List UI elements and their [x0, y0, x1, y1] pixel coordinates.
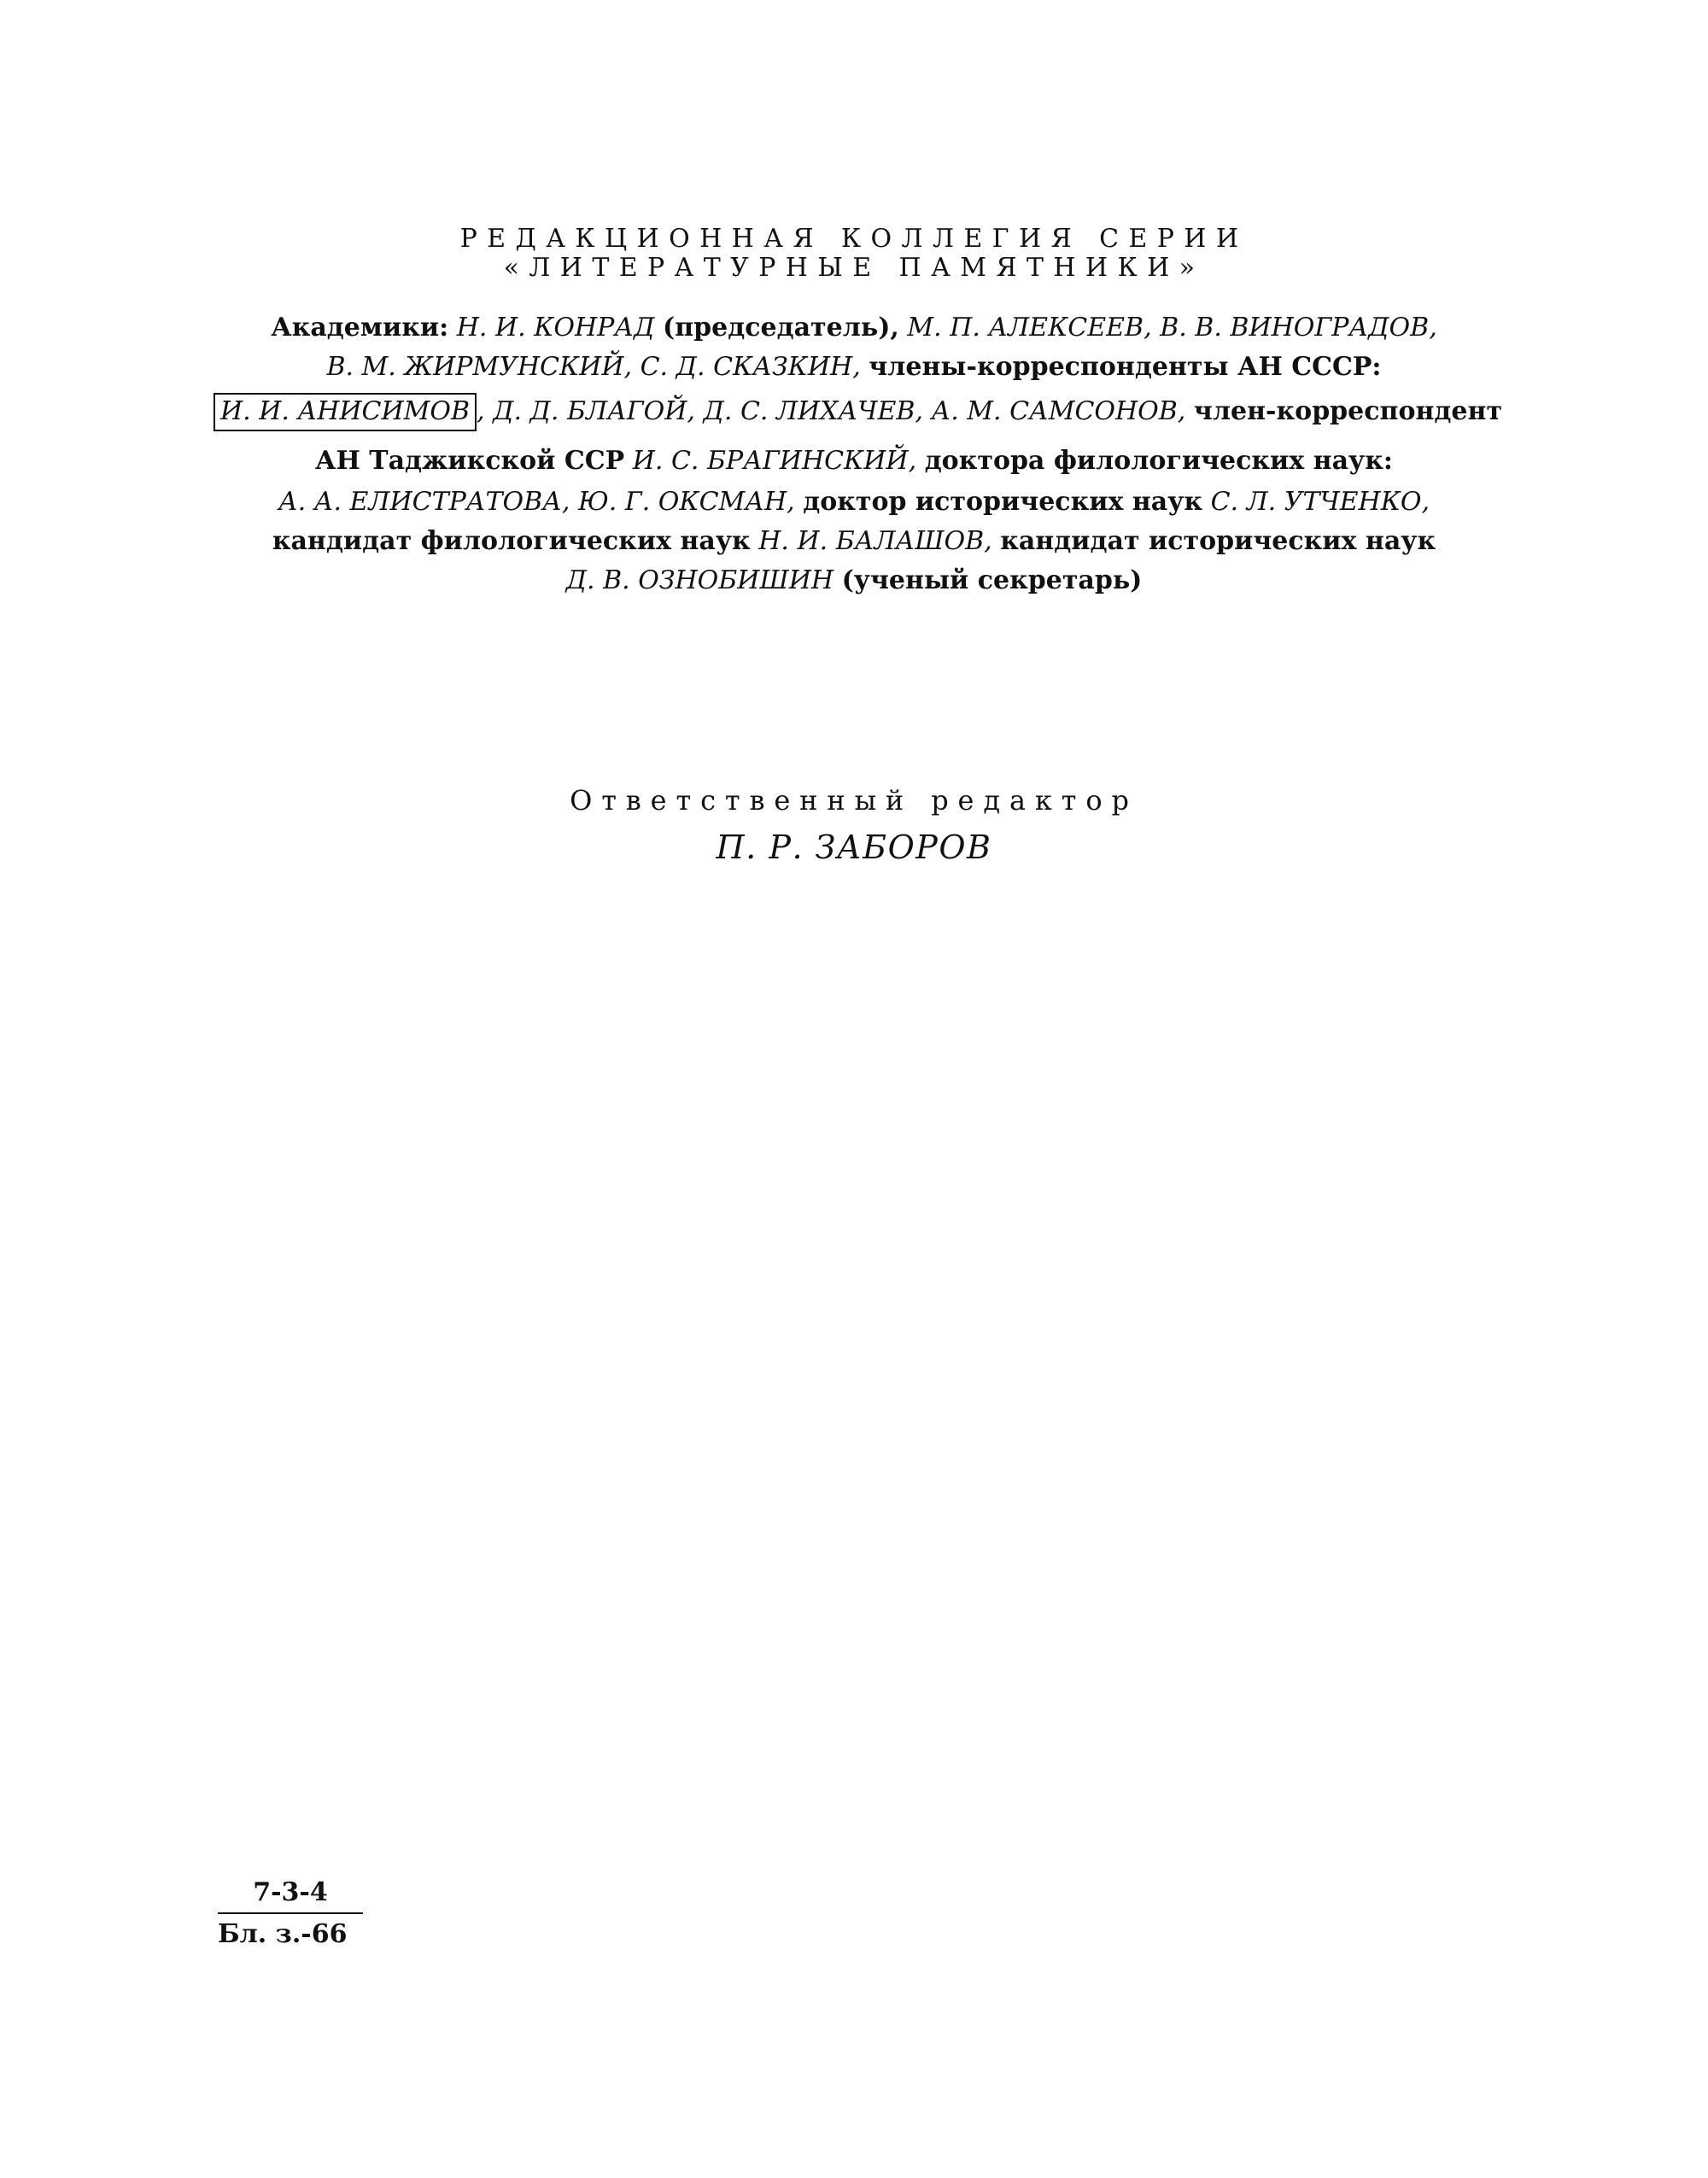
member-name: Д. С. ЛИХАЧЕВ, [703, 396, 923, 426]
role-text: АН Таджикской ССР [315, 446, 625, 476]
member-name: В. В. ВИНОГРАДОВ, [1160, 313, 1437, 343]
role-text: доктора филологических наук: [924, 446, 1393, 476]
imprint-series: Бл. з.-66 [218, 1919, 348, 1949]
member-name: Н. И. КОНРАД [456, 313, 655, 343]
member-name: Д. В. ОЗНОБИШИН [565, 565, 834, 595]
member-name: Н. И. БАЛАШОВ, [758, 526, 992, 556]
member-name: С. Д. СКАЗКИН, [640, 352, 861, 382]
board-members-line4 [0, 446, 1708, 476]
board-title-line2: «ЛИТЕРАТУРНЫЕ ПАМЯТНИКИ» [503, 253, 1205, 283]
role-text: (председатель), [663, 313, 899, 343]
member-name: А. М. САМСОНОВ, [931, 396, 1186, 426]
deceased-member-box: И. И. АНИСИМОВ [214, 393, 477, 431]
board-members-line3 [214, 393, 1529, 431]
board-members-line5 [0, 487, 1708, 517]
member-name: С. Л. УТЧЕНКО, [1210, 487, 1430, 517]
imprint-divider [218, 1912, 363, 1914]
academicians-label: Академики: [271, 313, 449, 343]
responsible-editor-name: П. Р. ЗАБОРОВ [716, 828, 992, 866]
member-name: М. П. АЛЕКСЕЕВ, [907, 313, 1152, 343]
board-members-line7 [0, 565, 1708, 595]
imprint-code: 7-3-4 [253, 1877, 328, 1907]
member-name: В. М. ЖИРМУНСКИЙ, [326, 352, 633, 382]
imprint-code-block [218, 1877, 363, 1949]
responsible-editor-label: Ответственный редактор [570, 784, 1138, 817]
board-title-line1: РЕДАКЦИОННАЯ КОЛЛЕГИЯ СЕРИИ [459, 224, 1249, 254]
role-text: кандидат исторических наук [1000, 526, 1436, 556]
role-text: доктор исторических наук [803, 487, 1203, 517]
member-name: И. С. БРАГИНСКИЙ, [632, 446, 917, 476]
board-members-line1 [0, 313, 1708, 343]
board-members-line6 [0, 526, 1708, 556]
role-text: кандидат филологических наук [272, 526, 751, 556]
role-text: (ученый секретарь) [841, 565, 1143, 595]
board-members-line2 [0, 352, 1708, 382]
member-name: , Д. Д. БЛАГОЙ, [477, 396, 695, 426]
member-name: Ю. Г. ОКСМАН, [577, 487, 795, 517]
member-name: А. А. ЕЛИСТРАТОВА, [278, 487, 570, 517]
role-text: член-корреспондент [1193, 396, 1503, 426]
role-text: члены-корреспонденты АН СССР: [869, 352, 1382, 382]
